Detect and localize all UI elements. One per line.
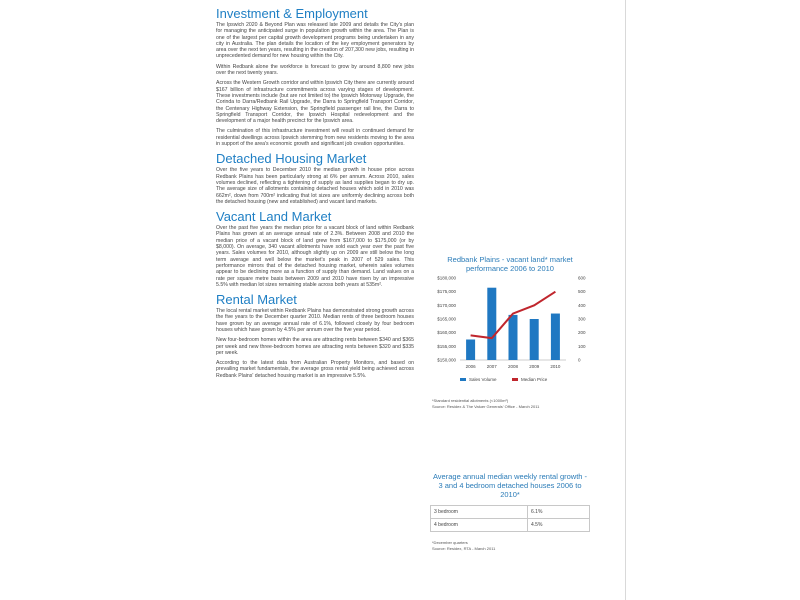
right-tick-label: 400	[578, 302, 586, 308]
section-rental	[216, 292, 414, 379]
table-cell-value: 6.1%	[528, 506, 590, 519]
paragraph: New four-bedroom homes within the area are attracting rents between $340 and $365 per week and new three-bedroom homes are attracting rents between $320 and $335 per week.	[216, 337, 414, 356]
x-tick-label: 2010	[550, 364, 561, 369]
bar-sales-volume	[509, 315, 518, 360]
paragraph: Over the past five years the median price for a vacant block of land within Redbank Plains has grown at an average annual rate of 2.3%. Between 2008 and 2010 the median price of a vacant block of land grew from $167,000 to $175,000 (or by $8,000). On average, 340 vacant allotments have sold each year over the past five years. Sales volumes for 2010, although slightly up on 2009 are still below the long term average and well below the market's peak in 2007 of 529 sales. This performance mirrors that of the detached housing market, wherein sales volumes appear to be declining more as a function of supply than demand. Land values on a rate per square metre basis between 2009 and 2010 have risen by an impressive 5.5% with median lot sizes remaining stable across both years at 535m².	[216, 225, 414, 288]
right-tick-label: 300	[578, 316, 586, 322]
right-tick-label: 500	[578, 289, 586, 295]
left-tick-label: $180,000	[437, 275, 456, 281]
paragraph: Across the Western Growth corridor and within Ipswich City there are currently around $167 billion of infrastructure commitments across varying stages of development. These investments include (but are not limited to) the Ipswich Motorway Upgrade, the Corinda to Darra/Redbank Rail Upgrade, the Darra to Springfield Transport Corridor, the Centenary Highway Extension, the Springfield passenger rail line, the Darra to Springfield Transport Corridor, the Ipswich Hospital redevelopment and the development of a major health precinct for the Ipswich area.	[216, 80, 414, 125]
table-row	[431, 506, 590, 519]
paragraph: The Ipswich 2020 & Beyond Plan was released late 2009 and details the City's plan for managing the anticipated surge in population growth within the area. The Plan is one of the largest per capital growth development programs being undertaken in any city in Australia. The plan details the location of the key employment generators by area over the next ten years, resulting in the creation of 207,300 new jobs, resulting in unprecedented demand for new housing within the City.	[216, 22, 414, 60]
table-row	[431, 519, 590, 532]
legend-swatch-median-price	[512, 378, 518, 381]
chart-title: Redbank Plains - vacant land* market performance 2006 to 2010	[447, 255, 573, 273]
rent-table-title: Average annual median weekly rental growth - 3 and 4 bedroom detached houses 2006 to 2010*	[432, 472, 588, 499]
left-tick-label: $160,000	[437, 330, 456, 336]
right-tick-label: 600	[578, 275, 586, 281]
section-heading: Rental Market	[216, 292, 297, 308]
x-tick-label: 2009	[529, 364, 540, 369]
left-tick-label: $155,000	[437, 343, 456, 349]
section-heading: Investment & Employment	[216, 6, 368, 21]
chart-source: Source: Residex & The Valuer Generals' Office - March 2011	[432, 404, 540, 409]
right-tick-label: 100	[578, 343, 586, 349]
right-tick-label: 200	[578, 330, 586, 336]
table-source: Source: Residex, RTA - March 2011	[432, 546, 496, 551]
bar-sales-volume	[466, 340, 475, 361]
paragraph: Within Redbank alone the workforce is forecast to grow by around 8,800 new jobs over the next twenty years.	[216, 63, 414, 77]
legend-label: Sales Volume	[469, 377, 497, 382]
table-cell-label: 4 bedroom	[431, 519, 528, 532]
vacant-land-chart	[420, 270, 600, 395]
left-tick-label: $150,000	[437, 357, 456, 363]
rent-table	[430, 505, 590, 532]
left-tick-label: $170,000	[437, 302, 456, 308]
x-tick-label: 2007	[486, 364, 497, 369]
section-heading: Detached Housing Market	[216, 151, 367, 167]
legend-label: Median Price	[521, 377, 548, 382]
paragraph: Over the five years to December 2010 the median growth in house price across Redbank Plains has been particularly strong at 6% per annum. Across 2010, sales volumes declined, reflecting a tightening of supply as land supplies began to dry up. The average size of allotments containing detached houses which sold in 2010 was 662m², down from 700m² indicating that lot sizes are uniformly declining across both the detached housing (new and established) and vacant land markets.	[216, 167, 414, 205]
left-tick-label: $165,000	[437, 316, 456, 322]
table-cell-label: 3 bedroom	[431, 506, 528, 519]
paragraph: According to the latest data from Australian Property Monitors, and based on prevailing market fundamentals, the average gross rental yield being achieved across Redbank Plains' detached housing market is an impressive 5.5%.	[216, 360, 414, 379]
table-cell-value: 4.5%	[528, 519, 590, 532]
bar-sales-volume	[530, 319, 539, 360]
section-detached-housing	[216, 151, 414, 205]
bar-sales-volume	[487, 288, 496, 360]
paragraph: The local rental market within Redbank Plains has demonstrated strong growth across the five years to the December quarter 2010. Median rents of three bedroom houses have grown by an average annual rate of 6.1%, followed closely by four bedroom houses which have grown by 4.5% per annum over the five year period.	[216, 308, 414, 333]
legend-swatch-sales-volume	[460, 378, 466, 381]
left-tick-label: $175,000	[437, 289, 456, 295]
x-tick-label: 2008	[507, 364, 519, 369]
article-column	[216, 6, 414, 383]
table-footnote: *December quarters	[432, 540, 468, 545]
section-investment	[216, 6, 414, 147]
section-heading: Vacant Land Market	[216, 209, 332, 225]
x-tick-label: 2006	[465, 364, 476, 369]
chart-footnote: *Standard residential allotments (<1000m²)	[432, 398, 509, 403]
bar-sales-volume	[551, 314, 560, 360]
paragraph: The culmination of this infrastructure investment will result in continued demand for residential dwellings across Ipswich stemming from new residents moving to the area in support of the area's economic growth and significant job creation opportunities.	[216, 128, 414, 148]
right-tick-label: 0	[578, 357, 581, 363]
section-vacant-land	[216, 209, 414, 288]
